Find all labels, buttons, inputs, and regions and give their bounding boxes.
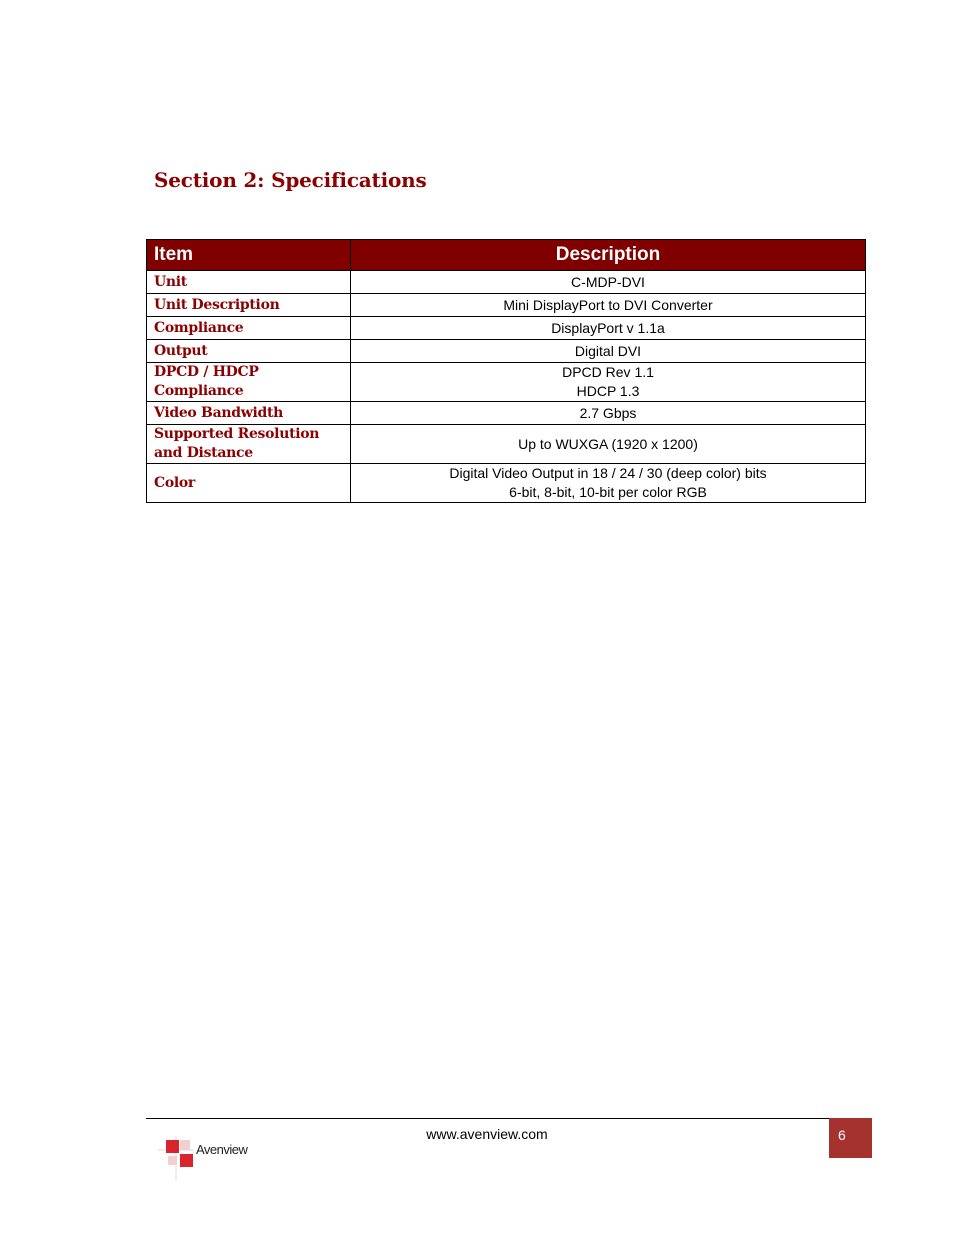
row-description	[351, 271, 866, 294]
row-item: Video Bandwidth	[147, 402, 351, 425]
row-description	[351, 402, 866, 425]
row-description	[351, 363, 866, 402]
header-description: Description	[351, 240, 866, 271]
description-line: DisplayPort v 1.1a	[551, 319, 665, 336]
description-line: Digital DVI	[574, 342, 642, 359]
description-line: 2.7 Gbps	[579, 404, 637, 421]
footer-url: www.avenview.com	[426, 1126, 548, 1142]
table-row	[147, 294, 866, 317]
page-number: 6	[829, 1118, 872, 1158]
description-line: 6-bit, 8-bit, 10-bit per color RGB	[509, 484, 707, 500]
row-description	[351, 340, 866, 363]
description-line: DPCD Rev 1.1	[562, 364, 654, 380]
table-row	[147, 464, 866, 503]
footer-divider	[146, 1118, 872, 1119]
table-row	[147, 317, 866, 340]
header-item: Item	[147, 240, 351, 271]
row-description	[351, 425, 866, 464]
table-row	[147, 425, 866, 464]
table-row	[147, 271, 866, 294]
row-item: DPCD / HDCP Compliance	[147, 363, 351, 402]
row-description	[351, 464, 866, 503]
description-line: Digital Video Output in 18 / 24 / 30 (deep color) bits	[449, 465, 767, 481]
row-item: Supported Resolution and Distance	[147, 425, 351, 464]
logo-text: Avenview	[196, 1142, 248, 1157]
description-line: Up to WUXGA (1920 x 1200)	[518, 435, 698, 452]
row-item: Output	[147, 340, 351, 363]
table-row	[147, 402, 866, 425]
table-row	[147, 340, 866, 363]
row-item: Unit	[147, 271, 351, 294]
row-item: Color	[147, 464, 351, 503]
table-row	[147, 363, 866, 402]
description-line: Mini DisplayPort to DVI Converter	[503, 296, 713, 313]
table-header-row	[147, 240, 866, 271]
row-description	[351, 294, 866, 317]
row-item: Compliance	[147, 317, 351, 340]
section-title: Section 2: Specifications	[154, 168, 427, 192]
specifications-table	[146, 239, 866, 503]
description-line: HDCP 1.3	[576, 383, 640, 399]
row-description	[351, 317, 866, 340]
row-item: Unit Description	[147, 294, 351, 317]
avenview-logo	[158, 1136, 268, 1180]
description-line: C-MDP-DVI	[571, 273, 645, 290]
logo-squares-icon	[158, 1136, 198, 1180]
